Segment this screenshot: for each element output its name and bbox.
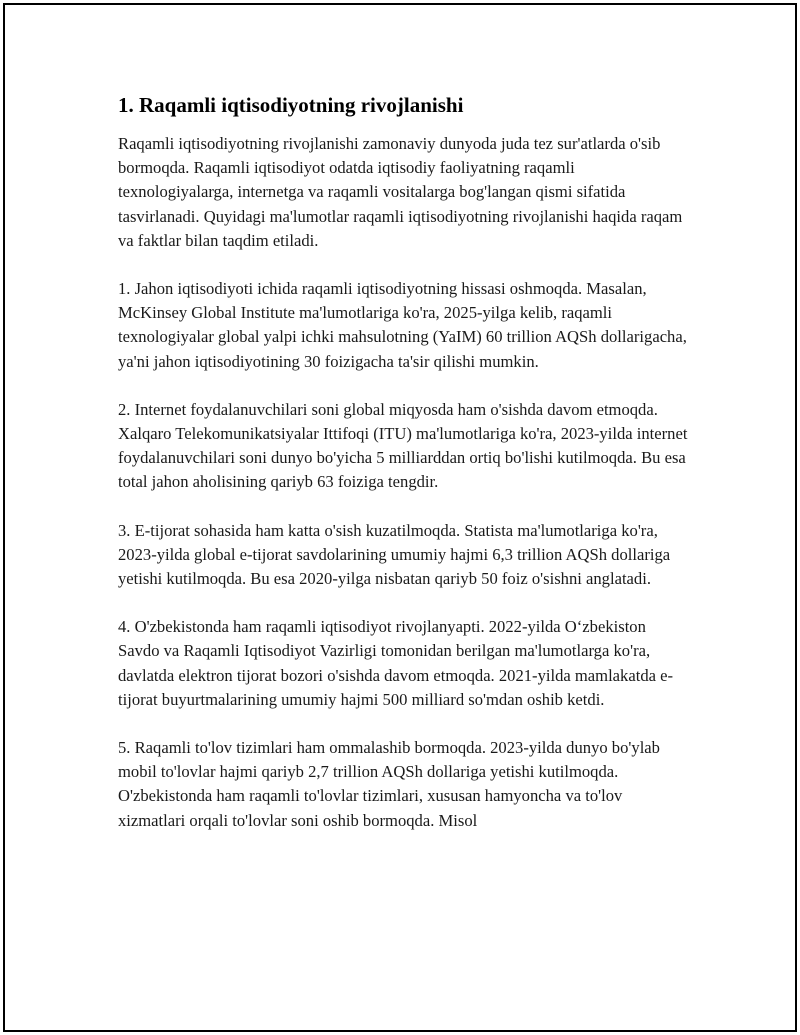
paragraph-4: 4. O'zbekistonda ham raqamli iqtisodiyot rivojlanyapti. 2022-yilda O‘zbekiston Savdo va Raqamli Iqtisodiyot Vazirligi tomonidan berilgan ma'lumotlarga ko'ra, davlatda elektron tijorat bozori o'sishda davom etmoqda. 2021-yilda mamlakatda e-tijorat buyurtmalarining umumiy hajmi 500 milliard so'mdan oshib ketdi. [118, 617, 674, 709]
paragraph-1: 1. Jahon iqtisodiyoti ichida raqamli iqtisodiyotning hissasi oshmoqda. Masalan, McKinsey Global Institute ma'lumotlariga ko'ra, 2025-yilga kelib, raqamli texnologiyalar global yalpi ichki mahsulotning (YaIM) 60 trillion AQSh dollarigacha, ya'ni jahon iqtisodiyotining 30 foizigacha ta'sir qilishi mumkin. [118, 279, 687, 371]
paragraph-3: 3. E-tijorat sohasida ham katta o'sish kuzatilmoqda. Statista ma'lumotlariga ko'ra, 2023-yilda global e-tijorat savdolarining umumiy hajmi 6,3 trillion AQSh dollariga yetishi kutilmoqda. Bu esa 2020-yilga nisbatan qariyb 50 foiz o'sishni anglatadi. [118, 520, 671, 589]
paragraph-5: 5. Raqamli to'lov tizimlari ham ommalashib bormoqda. 2023-yilda dunyo bo'ylab mobil to'lovlar hajmi qariyb 2,7 trillion AQSh dollariga yetishi kutilmoqda. O'zbekistonda ham raqamli to'lovlar tizimlari, xususan hamyoncha va to'lov xizmatlari orqali to'lovlar soni oshib bormoqda. Misol [118, 738, 660, 830]
paragraph-2: 2. Internet foydalanuvchilari soni global miqyosda ham o'sishda davom etmoqda. Xalqaro Telekomunikatsiyalar Ittifoqi (ITU) ma'lumotlariga ko'ra, 2023-yilda internet foydalanuvchilari soni dunyo bo'yicha 5 milliarddan ortiq bo'lishi kutilmoqda. Bu esa total jahon aholisining qariyb 63 foiziga tengdir. [118, 399, 688, 492]
intro-paragraph: Raqamli iqtisodiyotning rivojlanishi zamonaviy dunyoda juda tez sur'atlarda o'sib bormoqda. Raqamli iqtisodiyot odatda iqtisodiy faoliyatning raqamli texnologiyalarga, internetga va raqamli vositalarga bog'langan qismi sifatida tasvirlanadi. Quyidagi ma'lumotlar raqamli iqtisodiyotning rivojlanishi haqida raqam va faktlar bilan taqdim etiladi. [118, 134, 683, 250]
document-title: 1. Raqamli iqtisodiyotning rivojlanishi [118, 93, 464, 117]
document-body [118, 92, 688, 857]
